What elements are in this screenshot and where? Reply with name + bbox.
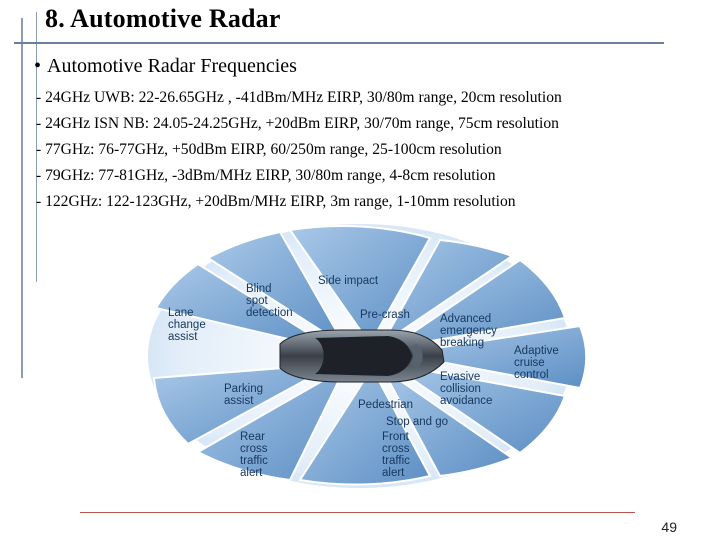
slide-title: 8. Automotive Radar bbox=[45, 4, 281, 33]
label-line: Lane bbox=[168, 307, 194, 319]
label-line: control bbox=[514, 369, 549, 381]
label-line: cross bbox=[240, 443, 268, 455]
frequency-item: - 24GHz ISN NB: 24.05-24.25GHz, +20dBm EIRP, 30/70m range, 75cm resolution bbox=[36, 115, 559, 132]
label-side-impact bbox=[318, 275, 379, 287]
radar-coverage-diagram bbox=[140, 218, 590, 490]
footer-line bbox=[80, 512, 635, 513]
label-line: Evasive bbox=[440, 371, 481, 383]
label-line: Blind bbox=[246, 283, 272, 295]
label-line: cross bbox=[382, 443, 410, 455]
subheading bbox=[34, 55, 297, 78]
label-line: Adaptive bbox=[514, 345, 559, 357]
label-line: change bbox=[168, 319, 206, 331]
label-pre-crash bbox=[360, 309, 410, 321]
label-line: Pedestrian bbox=[358, 399, 413, 411]
label-pedestrian bbox=[358, 399, 413, 411]
label-line: Side impact bbox=[318, 275, 379, 287]
bullet-icon: • bbox=[34, 55, 42, 77]
car-icon bbox=[280, 330, 444, 382]
label-line: detection bbox=[246, 307, 293, 319]
frequency-list bbox=[36, 85, 562, 215]
label-line: spot bbox=[246, 295, 268, 307]
radar-diagram-svg bbox=[140, 218, 590, 490]
label-line: avoidance bbox=[440, 395, 493, 407]
label-line: alert bbox=[240, 467, 263, 479]
label-line: collision bbox=[440, 383, 481, 395]
label-line: breaking bbox=[440, 337, 485, 349]
frequency-item: - 79GHz: 77-81GHz, -3dBm/MHz EIRP, 30/80m range, 4-8cm resolution bbox=[36, 167, 496, 184]
label-line: Front bbox=[382, 431, 409, 443]
label-line: assist bbox=[224, 395, 254, 407]
label-line: assist bbox=[168, 331, 198, 343]
label-line: traffic bbox=[382, 455, 410, 467]
label-line: cruise bbox=[514, 357, 545, 369]
page-number: 49 bbox=[661, 519, 677, 535]
label-line: Parking bbox=[224, 383, 263, 395]
subheading-text: Automotive Radar Frequencies bbox=[47, 55, 297, 77]
label-stop-and-go bbox=[386, 416, 448, 428]
left-accent-line bbox=[21, 18, 23, 378]
label-line: Stop and go bbox=[386, 416, 449, 428]
label-line: Pre-crash bbox=[360, 309, 410, 321]
label-line: traffic bbox=[240, 455, 268, 467]
label-line: alert bbox=[382, 467, 405, 479]
frequency-item: - 122GHz: 122-123GHz, +20dBm/MHz EIRP, 3m range, 1-10mm resolution bbox=[36, 193, 516, 210]
frequency-item: - 77GHz: 76-77GHz, +50dBm EIRP, 60/250m range, 25-100cm resolution bbox=[36, 141, 502, 158]
frequency-item: - 24GHz UWB: 22-26.65GHz , -41dBm/MHz EIRP, 30/80m range, 20cm resolution bbox=[36, 89, 562, 106]
label-line: Rear bbox=[240, 431, 265, 443]
title-underline bbox=[14, 42, 664, 44]
label-line: Advanced bbox=[440, 313, 492, 325]
label-line: emergency bbox=[440, 325, 497, 337]
